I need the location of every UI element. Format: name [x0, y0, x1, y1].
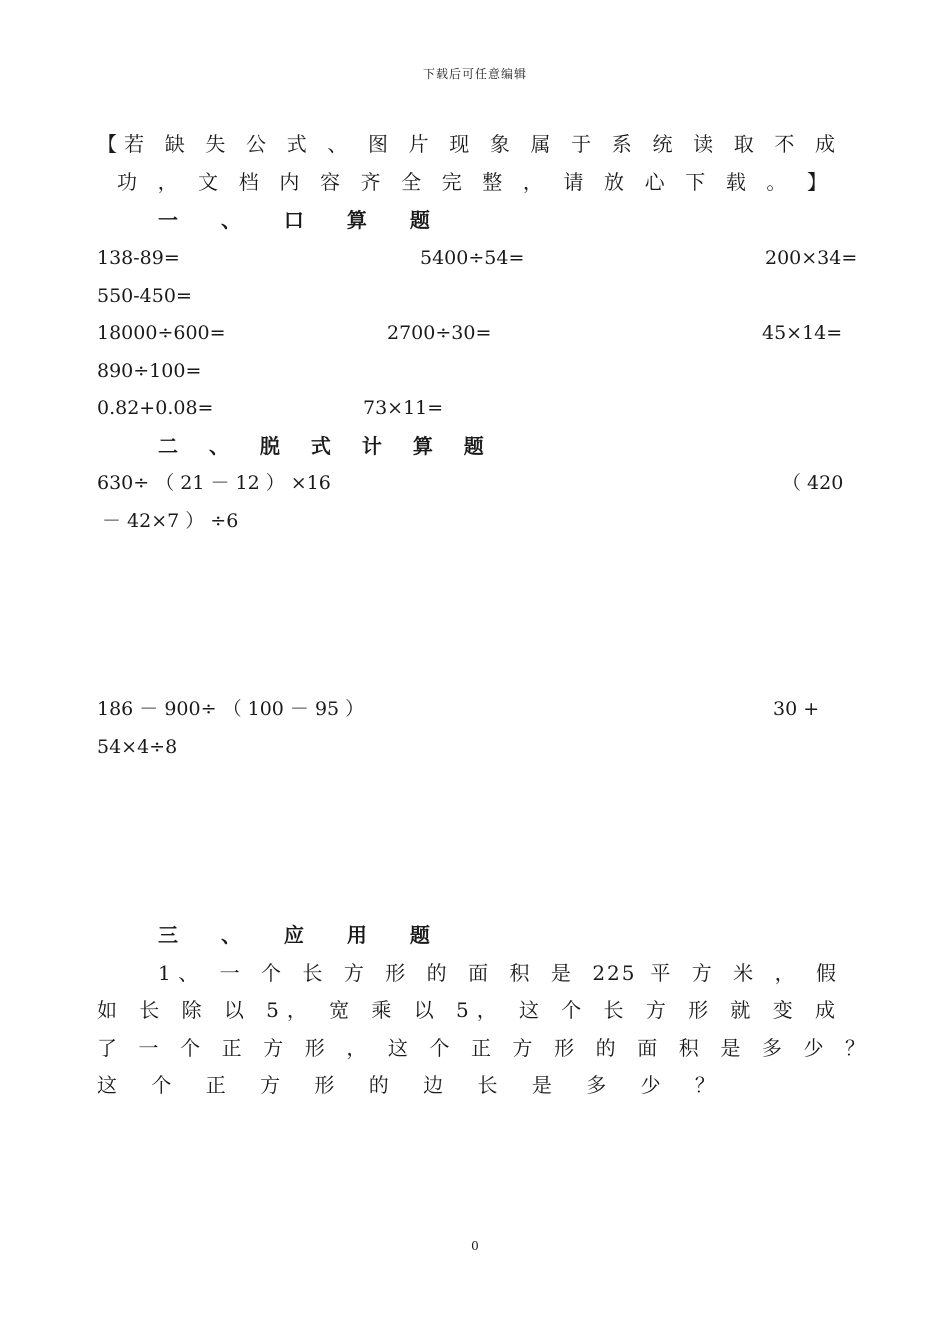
notice-line-1: 【若 缺 失 公 式 、 图 片 现 象 属 于 系 统 读 取 不 成 [97, 132, 837, 156]
section1-title: 一 、 口 算 题 [158, 208, 448, 232]
calc-item: 45×14= [762, 322, 843, 344]
problem-line-4: 这 个 正 方 形 的 边 长 是 多 少 ？ [97, 1073, 729, 1097]
expression-2-part-c: 54×4÷8 [97, 736, 178, 758]
notice-line-2: 功 ， 文 档 内 容 齐 全 完 整 ， 请 放 心 下 载 。 】 [117, 170, 829, 194]
calc-item: 2700÷30= [387, 322, 492, 344]
calc-item: 200×34= [765, 247, 858, 269]
expression-1-part-b: （ 420 [782, 472, 844, 494]
section2-title: 二 、 脱 式 计 算 题 [158, 434, 496, 458]
calc-item: 18000÷600= [97, 322, 226, 344]
problem-line-1: 1、 一 个 长 方 形 的 面 积 是 225 平 方 米 ， 假 [158, 961, 838, 985]
calc-item: 73×11= [363, 397, 444, 419]
expression-1-part-c: － 42×7 ） ÷6 [102, 510, 239, 532]
calc-item: 138-89= [97, 247, 180, 269]
expression-2-part-a: 186 － 900÷ （ 100 － 95 ） [97, 698, 365, 720]
expression-2-part-b: 30 + [773, 698, 820, 720]
calc-item: 5400÷54= [420, 247, 525, 269]
page-header: 下载后可任意编辑 [422, 67, 527, 81]
calc-item: 550-450= [97, 285, 192, 307]
expression-1-part-a: 630÷ （ 21 － 12 ） ×16 [97, 472, 331, 494]
page-number: 0 [471, 1239, 479, 1253]
problem-line-3: 了 一 个 正 方 形 ， 这 个 正 方 形 的 面 积 是 多 少 ？ [97, 1036, 867, 1060]
section3-title: 三 、 应 用 题 [158, 923, 448, 947]
problem-line-2: 如 长 除 以 5， 宽 乘 以 5， 这 个 长 方 形 就 变 成 [97, 998, 837, 1022]
calc-item: 890÷100= [97, 360, 202, 382]
calc-item: 0.82+0.08= [97, 397, 214, 419]
